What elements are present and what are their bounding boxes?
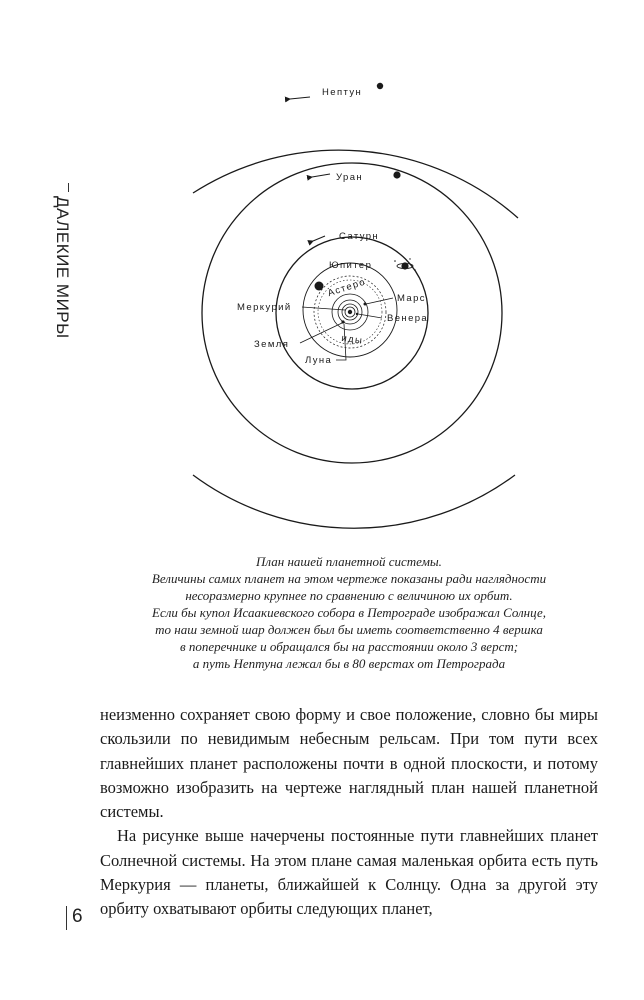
label-uranus: Уран	[336, 172, 364, 183]
label-jupiter: Юпитер	[329, 260, 373, 271]
saturn-arrow	[313, 236, 325, 241]
caption-line: Если бы купол Исаакиевского собора в Петрограде изображал Солнце,	[152, 605, 546, 620]
running-head: ДАЛЕКИЕ МИРЫ	[53, 196, 72, 339]
uranus-arrow	[312, 174, 330, 177]
caption-line: а путь Нептуна лежал бы в 80 верстах от Петрограда	[192, 656, 506, 671]
label-neptune: Нептун	[322, 87, 363, 98]
neptune-planet	[377, 83, 383, 89]
label-saturn: Сатурн	[339, 231, 380, 242]
figure-caption	[100, 553, 598, 672]
neptune-arrow	[290, 97, 310, 99]
jupiter-planet	[315, 282, 324, 291]
label-earth: Земля	[254, 339, 290, 350]
paragraph-2: На рисунке выше начерчены постоянные пути главнейших планет Солнечной системы. На этом плане самая маленькая орбита есть путь Меркурия — планеты, ближайшей к Солнцу. Одна за другой эту орбиту охватывают орбиты следующих планет,	[100, 826, 598, 919]
caption-line: План нашей планетной системы.	[256, 554, 442, 569]
label-asteroids-1: Астеро	[326, 276, 368, 300]
label-moon: Луна	[305, 355, 333, 366]
caption-line: то наш земной шар должен был бы иметь соответственно 4 вершка	[155, 622, 543, 637]
neptune-orbit-lower	[193, 475, 515, 528]
caption-line: в поперечнике и обращался бы на расстоянии около 3 верст;	[179, 639, 519, 654]
uranus-planet	[393, 171, 400, 178]
uranus-orbit	[202, 163, 502, 463]
mars-leader	[366, 298, 393, 304]
sun	[348, 310, 352, 314]
page-number-rule	[66, 906, 67, 930]
label-asteroids-2: иды	[340, 332, 364, 347]
caption-line: несоразмерно крупнее по сравнению с величиною их орбит.	[185, 588, 513, 603]
neptune-orbit	[193, 150, 518, 218]
venus-planet	[356, 313, 358, 315]
caption-line: Величины самих планет на этом чертеже показаны ради наглядности	[151, 571, 547, 586]
label-venus: Венера	[387, 313, 429, 324]
earth-leader	[300, 323, 342, 343]
page-number: 6	[72, 906, 83, 927]
label-mercury: Меркурий	[237, 302, 292, 313]
saturn-planet	[394, 258, 416, 271]
label-mars: Марс	[397, 293, 426, 304]
body-text	[100, 703, 598, 922]
paragraph-1: неизменно сохраняет свою форму и свое положение, словно бы миры скользили по невидимым небесным рельсам. При том пути всех главнейших планет расположены почти в одной плоскости, и потому возможно изобразить на чертеже наглядный план нашей планетной системы.	[100, 705, 598, 822]
